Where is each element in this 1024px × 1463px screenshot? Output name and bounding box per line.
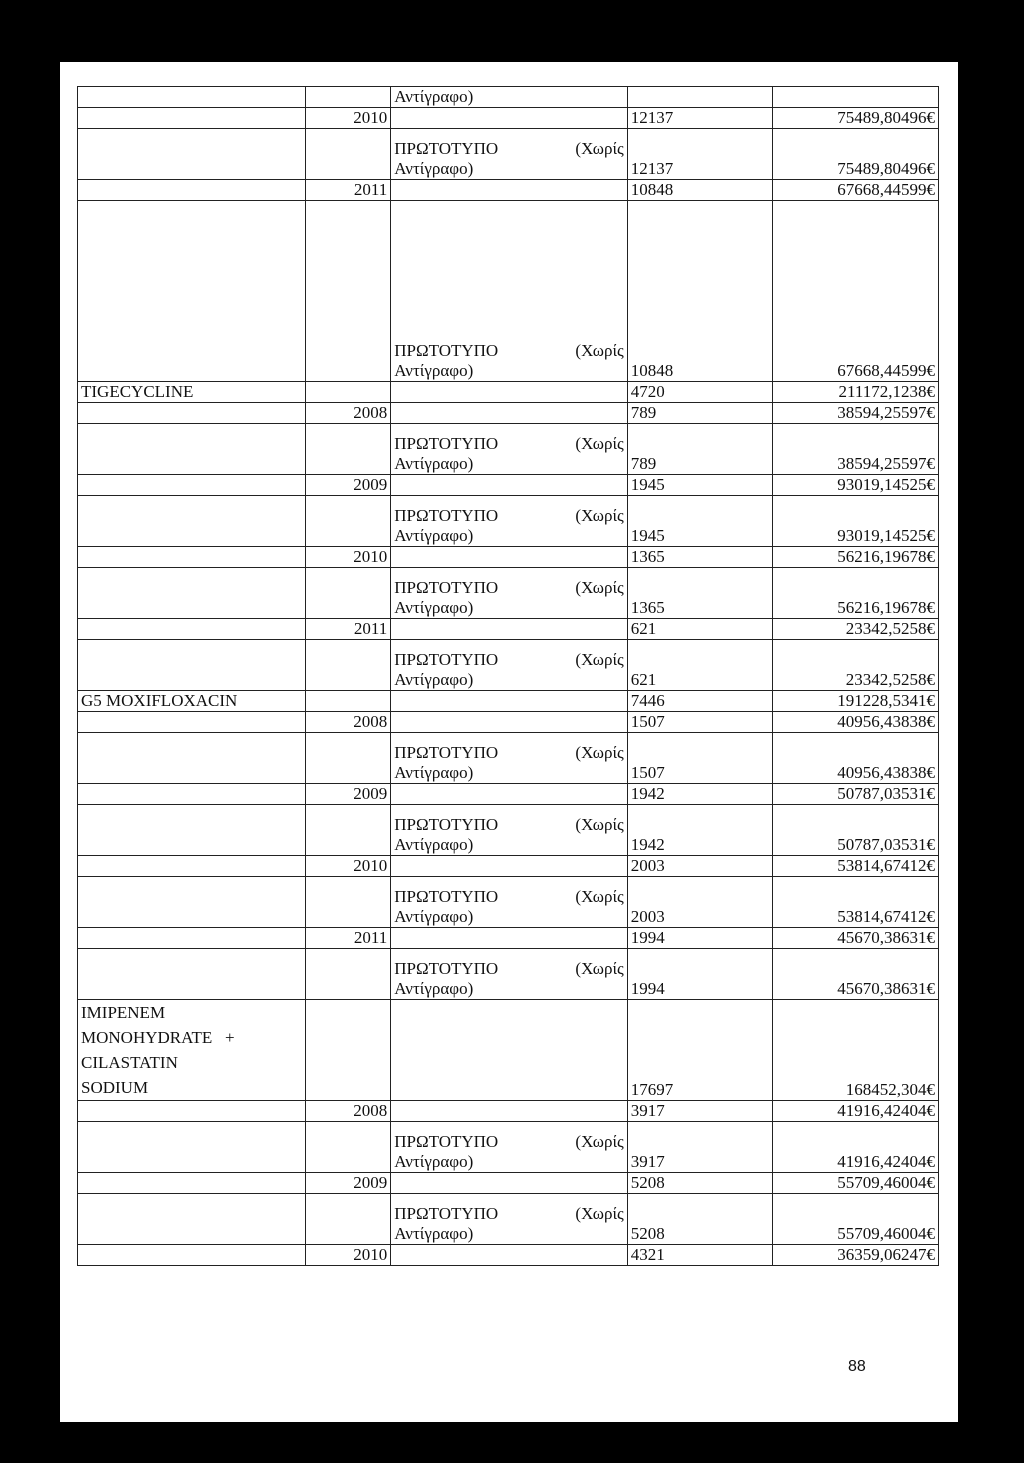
value-cell: 211172,1238€ — [773, 382, 939, 403]
type-label-line1 — [394, 139, 624, 159]
type-label-without: (Χωρίς — [575, 1204, 624, 1223]
year-cell: 2009 — [306, 784, 391, 805]
year-cell: 2010 — [306, 108, 391, 129]
type-label-copy: Αντίγραφο) — [394, 1224, 474, 1243]
qty-cell: 1507 — [627, 733, 772, 784]
value-cell: 75489,80496€ — [773, 108, 939, 129]
table-row — [78, 619, 939, 640]
table-row — [78, 547, 939, 568]
type-label-cell — [391, 1122, 628, 1173]
year-cell — [306, 382, 391, 403]
year-cell — [306, 949, 391, 1000]
qty-cell: 7446 — [627, 691, 772, 712]
value-cell: 75489,80496€ — [773, 129, 939, 180]
type-label-original: ΠΡΩΤΟΤΥΠΟ — [394, 887, 499, 906]
type-cell: Αντίγραφο) — [391, 87, 628, 108]
drug-name-line: MONOHYDRATE + — [81, 1028, 235, 1047]
type-label-copy: Αντίγραφο) — [394, 598, 474, 617]
type-label-original: ΠΡΩΤΟΤΥΠΟ — [394, 139, 499, 158]
qty-cell: 12137 — [627, 108, 772, 129]
type-cell — [391, 382, 628, 403]
year-cell — [306, 129, 391, 180]
type-cell — [391, 928, 628, 949]
qty-cell: 3917 — [627, 1122, 772, 1173]
type-label-copy: Αντίγραφο) — [394, 979, 474, 998]
type-label-copy: Αντίγραφο) — [394, 1152, 474, 1171]
qty-cell: 789 — [627, 403, 772, 424]
year-cell — [306, 87, 391, 108]
type-label-line1 — [394, 578, 624, 598]
table-row — [78, 928, 939, 949]
drug-cell — [78, 1101, 306, 1122]
table-row — [78, 877, 939, 928]
qty-cell: 3917 — [627, 1101, 772, 1122]
drug-cell — [78, 424, 306, 475]
value-cell: 50787,03531€ — [773, 784, 939, 805]
table-row — [78, 108, 939, 129]
table-row — [78, 691, 939, 712]
type-cell — [391, 619, 628, 640]
drug-cell — [78, 180, 306, 201]
table-row — [78, 1245, 939, 1266]
type-cell — [391, 856, 628, 877]
qty-cell: 10848 — [627, 201, 772, 382]
value-cell: 67668,44599€ — [773, 201, 939, 382]
value-cell: 67668,44599€ — [773, 180, 939, 201]
table-row — [78, 784, 939, 805]
type-label-original: ΠΡΩΤΟΤΥΠΟ — [394, 341, 499, 360]
type-label-cell — [391, 424, 628, 475]
qty-cell: 1942 — [627, 805, 772, 856]
year-cell — [306, 877, 391, 928]
drug-cell — [78, 733, 306, 784]
type-label-line1 — [394, 959, 624, 979]
drug-name-cell: G5 MOXIFLOXACIN — [78, 691, 306, 712]
type-label-cell — [391, 877, 628, 928]
type-cell — [391, 712, 628, 733]
year-cell — [306, 733, 391, 784]
table-row — [78, 949, 939, 1000]
page-number: 88 — [848, 1358, 866, 1375]
table-row — [78, 1173, 939, 1194]
type-label-without: (Χωρίς — [575, 959, 624, 978]
qty-cell: 1365 — [627, 568, 772, 619]
value-cell: 38594,25597€ — [773, 403, 939, 424]
type-cell — [391, 1101, 628, 1122]
type-label-without: (Χωρίς — [575, 887, 624, 906]
year-cell: 2009 — [306, 475, 391, 496]
value-cell: 45670,38631€ — [773, 949, 939, 1000]
year-cell: 2008 — [306, 712, 391, 733]
drug-cell — [78, 949, 306, 1000]
value-cell: 45670,38631€ — [773, 928, 939, 949]
qty-cell: 5208 — [627, 1173, 772, 1194]
type-label-copy: Αντίγραφο) — [394, 907, 474, 926]
qty-cell: 12137 — [627, 129, 772, 180]
type-label-original: ΠΡΩΤΟΤΥΠΟ — [394, 650, 499, 669]
table-row — [78, 87, 939, 108]
type-label-without: (Χωρίς — [575, 139, 624, 158]
type-label-without: (Χωρίς — [575, 743, 624, 762]
drug-cell — [78, 619, 306, 640]
table-row — [78, 403, 939, 424]
value-cell: 55709,46004€ — [773, 1173, 939, 1194]
type-label-without: (Χωρίς — [575, 578, 624, 597]
type-cell — [391, 784, 628, 805]
type-label-line1 — [394, 815, 624, 835]
type-label-cell — [391, 1194, 628, 1245]
drug-cell — [78, 475, 306, 496]
drug-cell — [78, 568, 306, 619]
type-label-original: ΠΡΩΤΟΤΥΠΟ — [394, 743, 499, 762]
type-cell — [391, 547, 628, 568]
drug-cell — [78, 784, 306, 805]
type-label-cell — [391, 949, 628, 1000]
type-label-copy: Αντίγραφο) — [394, 670, 474, 689]
qty-cell: 1507 — [627, 712, 772, 733]
table-body — [78, 87, 939, 1266]
drug-cell — [78, 201, 306, 382]
type-label-original: ΠΡΩΤΟΤΥΠΟ — [394, 1204, 499, 1223]
table-row — [78, 129, 939, 180]
year-cell: 2011 — [306, 180, 391, 201]
year-cell — [306, 424, 391, 475]
value-cell: 23342,5258€ — [773, 619, 939, 640]
value-cell: 93019,14525€ — [773, 496, 939, 547]
type-label-without: (Χωρίς — [575, 650, 624, 669]
value-cell: 41916,42404€ — [773, 1122, 939, 1173]
year-cell: 2008 — [306, 403, 391, 424]
type-label-line1 — [394, 743, 624, 763]
table-row — [78, 1101, 939, 1122]
type-label-copy: Αντίγραφο) — [394, 835, 474, 854]
qty-cell: 1942 — [627, 784, 772, 805]
type-cell — [391, 691, 628, 712]
type-cell — [391, 1000, 628, 1101]
type-label-line1 — [394, 434, 624, 454]
type-cell — [391, 108, 628, 129]
type-label-copy: Αντίγραφο) — [394, 159, 474, 178]
table-row — [78, 180, 939, 201]
type-label-original: ΠΡΩΤΟΤΥΠΟ — [394, 506, 499, 525]
type-label-cell — [391, 733, 628, 784]
type-cell — [391, 180, 628, 201]
drug-name-line: SODIUM — [81, 1078, 149, 1097]
year-cell: 2008 — [306, 1101, 391, 1122]
drug-cell — [78, 1122, 306, 1173]
year-cell: 2011 — [306, 928, 391, 949]
type-cell — [391, 1245, 628, 1266]
type-label-cell — [391, 129, 628, 180]
document-page — [60, 62, 958, 1422]
value-cell: 56216,19678€ — [773, 547, 939, 568]
type-label-line1 — [394, 1132, 624, 1152]
qty-cell — [627, 87, 772, 108]
year-cell — [306, 568, 391, 619]
type-label-line1 — [394, 650, 624, 670]
table-row — [78, 424, 939, 475]
qty-cell: 5208 — [627, 1194, 772, 1245]
qty-cell: 4720 — [627, 382, 772, 403]
value-cell: 40956,43838€ — [773, 733, 939, 784]
year-cell: 2010 — [306, 1245, 391, 1266]
year-cell: 2010 — [306, 547, 391, 568]
value-cell: 53814,67412€ — [773, 856, 939, 877]
type-label-line1 — [394, 1204, 624, 1224]
drug-name-cell — [78, 1000, 306, 1101]
drug-cell — [78, 108, 306, 129]
value-cell: 191228,5341€ — [773, 691, 939, 712]
type-label-copy: Αντίγραφο) — [394, 361, 474, 380]
year-cell: 2011 — [306, 619, 391, 640]
drug-cell — [78, 1173, 306, 1194]
value-cell: 23342,5258€ — [773, 640, 939, 691]
year-cell: 2010 — [306, 856, 391, 877]
qty-cell: 621 — [627, 640, 772, 691]
drug-cell — [78, 877, 306, 928]
qty-cell: 789 — [627, 424, 772, 475]
type-label-copy: Αντίγραφο) — [394, 763, 474, 782]
table-row — [78, 382, 939, 403]
type-label-original: ΠΡΩΤΟΤΥΠΟ — [394, 434, 499, 453]
drug-name-cell: TIGECYCLINE — [78, 382, 306, 403]
type-label-without: (Χωρίς — [575, 434, 624, 453]
type-cell — [391, 403, 628, 424]
table-row — [78, 856, 939, 877]
type-label-copy: Αντίγραφο) — [394, 454, 474, 473]
table-row — [78, 712, 939, 733]
value-cell: 55709,46004€ — [773, 1194, 939, 1245]
table-row — [78, 1194, 939, 1245]
drug-cell — [78, 1194, 306, 1245]
type-cell — [391, 475, 628, 496]
table-row — [78, 733, 939, 784]
qty-cell: 2003 — [627, 856, 772, 877]
drug-cell — [78, 640, 306, 691]
year-cell — [306, 1122, 391, 1173]
value-cell: 168452,304€ — [773, 1000, 939, 1101]
table-row — [78, 640, 939, 691]
type-label-cell — [391, 640, 628, 691]
drug-cell — [78, 856, 306, 877]
year-cell — [306, 1194, 391, 1245]
drug-cell — [78, 928, 306, 949]
table-row — [78, 1000, 939, 1101]
value-cell — [773, 87, 939, 108]
type-label-line1 — [394, 506, 624, 526]
drug-cell — [78, 403, 306, 424]
qty-cell: 1994 — [627, 949, 772, 1000]
year-cell — [306, 691, 391, 712]
year-cell: 2009 — [306, 1173, 391, 1194]
table-row — [78, 201, 939, 382]
drug-cell — [78, 712, 306, 733]
table-row — [78, 805, 939, 856]
year-cell — [306, 1000, 391, 1101]
type-label-without: (Χωρίς — [575, 341, 624, 360]
table-row — [78, 1122, 939, 1173]
type-label-cell — [391, 805, 628, 856]
table-row — [78, 496, 939, 547]
value-cell: 41916,42404€ — [773, 1101, 939, 1122]
value-cell: 56216,19678€ — [773, 568, 939, 619]
qty-cell: 1945 — [627, 475, 772, 496]
qty-cell: 4321 — [627, 1245, 772, 1266]
qty-cell: 1365 — [627, 547, 772, 568]
type-label-original: ΠΡΩΤΟΤΥΠΟ — [394, 959, 499, 978]
drug-cell — [78, 496, 306, 547]
consumption-table — [77, 86, 939, 1266]
value-cell: 38594,25597€ — [773, 424, 939, 475]
qty-cell: 621 — [627, 619, 772, 640]
type-label-original: ΠΡΩΤΟΤΥΠΟ — [394, 578, 499, 597]
value-cell: 93019,14525€ — [773, 475, 939, 496]
drug-cell — [78, 129, 306, 180]
drug-cell — [78, 805, 306, 856]
value-cell: 50787,03531€ — [773, 805, 939, 856]
qty-cell: 1945 — [627, 496, 772, 547]
drug-cell — [78, 1245, 306, 1266]
type-label-without: (Χωρίς — [575, 1132, 624, 1151]
value-cell: 36359,06247€ — [773, 1245, 939, 1266]
year-cell — [306, 496, 391, 547]
type-label-original: ΠΡΩΤΟΤΥΠΟ — [394, 815, 499, 834]
qty-cell: 2003 — [627, 877, 772, 928]
drug-name-line: IMIPENEM — [81, 1003, 166, 1022]
drug-cell — [78, 87, 306, 108]
year-cell — [306, 640, 391, 691]
type-label-without: (Χωρίς — [575, 506, 624, 525]
value-cell: 53814,67412€ — [773, 877, 939, 928]
type-label-line1 — [394, 887, 624, 907]
qty-cell: 17697 — [627, 1000, 772, 1101]
type-label-original: ΠΡΩΤΟΤΥΠΟ — [394, 1132, 499, 1151]
type-label-copy: Αντίγραφο) — [394, 526, 474, 545]
qty-cell: 1994 — [627, 928, 772, 949]
year-cell — [306, 201, 391, 382]
type-cell — [391, 1173, 628, 1194]
drug-cell — [78, 547, 306, 568]
table-row — [78, 568, 939, 619]
qty-cell: 10848 — [627, 180, 772, 201]
type-label-line1 — [394, 341, 624, 361]
type-label-cell — [391, 201, 628, 382]
type-label-cell — [391, 568, 628, 619]
type-label-without: (Χωρίς — [575, 815, 624, 834]
table-row — [78, 475, 939, 496]
year-cell — [306, 805, 391, 856]
value-cell: 40956,43838€ — [773, 712, 939, 733]
type-label-cell — [391, 496, 628, 547]
drug-name-line: CILASTATIN — [81, 1053, 178, 1072]
